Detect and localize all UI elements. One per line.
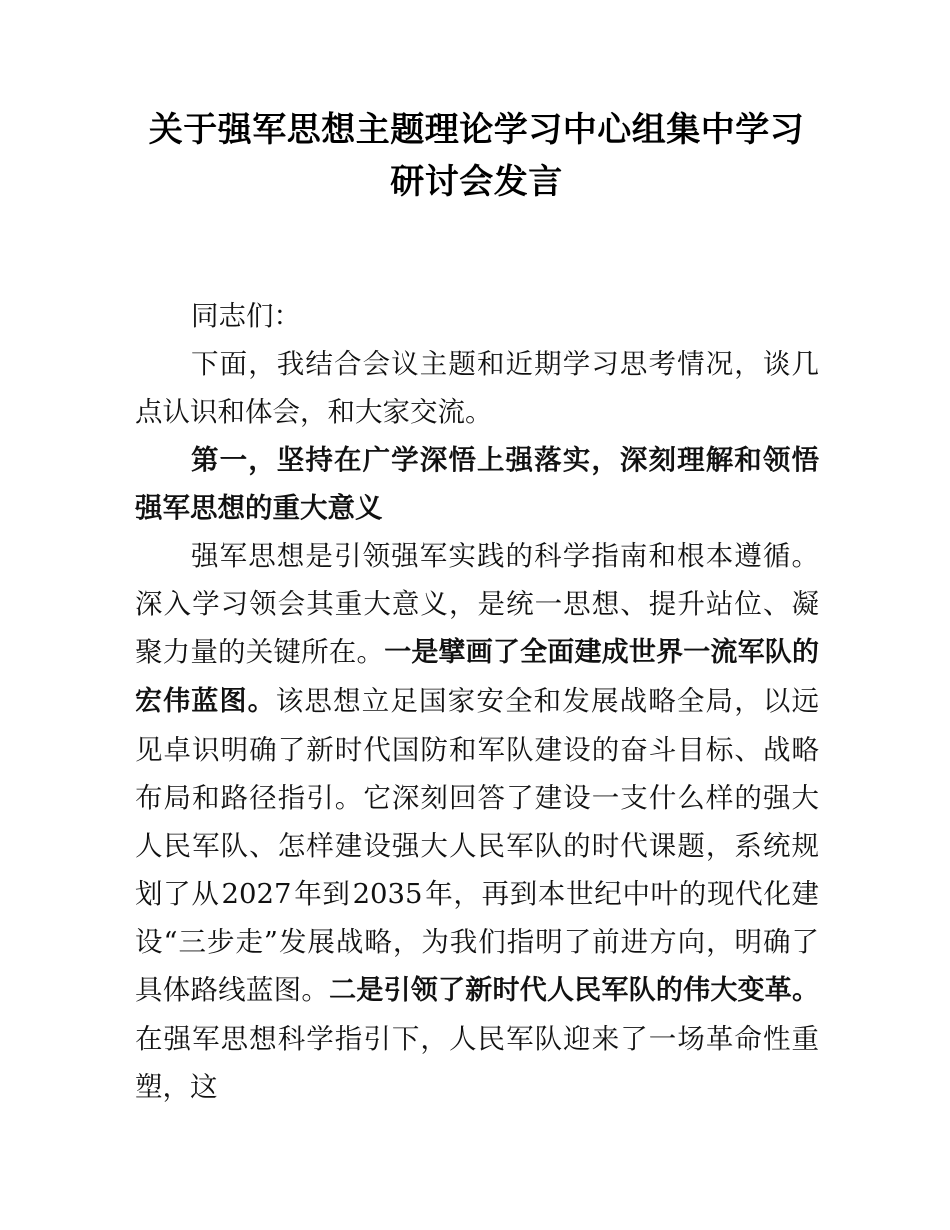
body-run-plain-3: 年到 <box>293 878 351 910</box>
body-run-plain-5: 在强军思想科学指引下，人民军队迎来了一场革命性重塑，这 <box>135 1023 819 1103</box>
section-heading-1: 第一，坚持在广学深悟上强落实，深刻理解和领悟强军思想的重大意义 <box>135 444 819 524</box>
body-run-bold-2: 二是引领了新时代人民军队的伟大变革。 <box>329 975 820 1006</box>
salutation-paragraph: 同志们： <box>191 300 301 332</box>
year-2035: 2035 <box>352 878 423 910</box>
page-title-line-1: 关于强军思想主题理论学习中心组集中学习 <box>148 110 805 150</box>
page-title <box>135 104 818 208</box>
document-body <box>135 292 819 1111</box>
year-2027: 2027 <box>221 878 292 910</box>
body-run-plain-4: 年，再到本世纪中叶的现代化建设“三步走”发展战略，为我们指明了前进方向，明确了具体路线蓝图。 <box>135 878 820 1006</box>
body-run-plain-1: 强军思想是引领强军实践的科学指南和根本遵循。深入学习领会其重大意义，是统一思想、提升站位、凝聚力量的关键所在。 <box>135 540 819 668</box>
body-paragraph-1 <box>135 532 819 1111</box>
page-title-line-2: 研讨会发言 <box>390 162 563 202</box>
body-run-plain-2: 该思想立足国家安全和发展战略全局，以远见卓识明确了新时代国防和军队建设的奋斗目标、战略布局和路径指引。它深刻回答了建设一支什么样的强大人民军队、怎样建设强大人民军队的时代课题，系统规划了从 <box>135 685 820 910</box>
body-run-bold-1: 一是擘画了全面建成世界一流军队的宏伟蓝图。 <box>135 637 819 717</box>
intro-paragraph: 下面，我结合会议主题和近期学习思考情况，谈几点认识和体会，和大家交流。 <box>135 348 819 428</box>
